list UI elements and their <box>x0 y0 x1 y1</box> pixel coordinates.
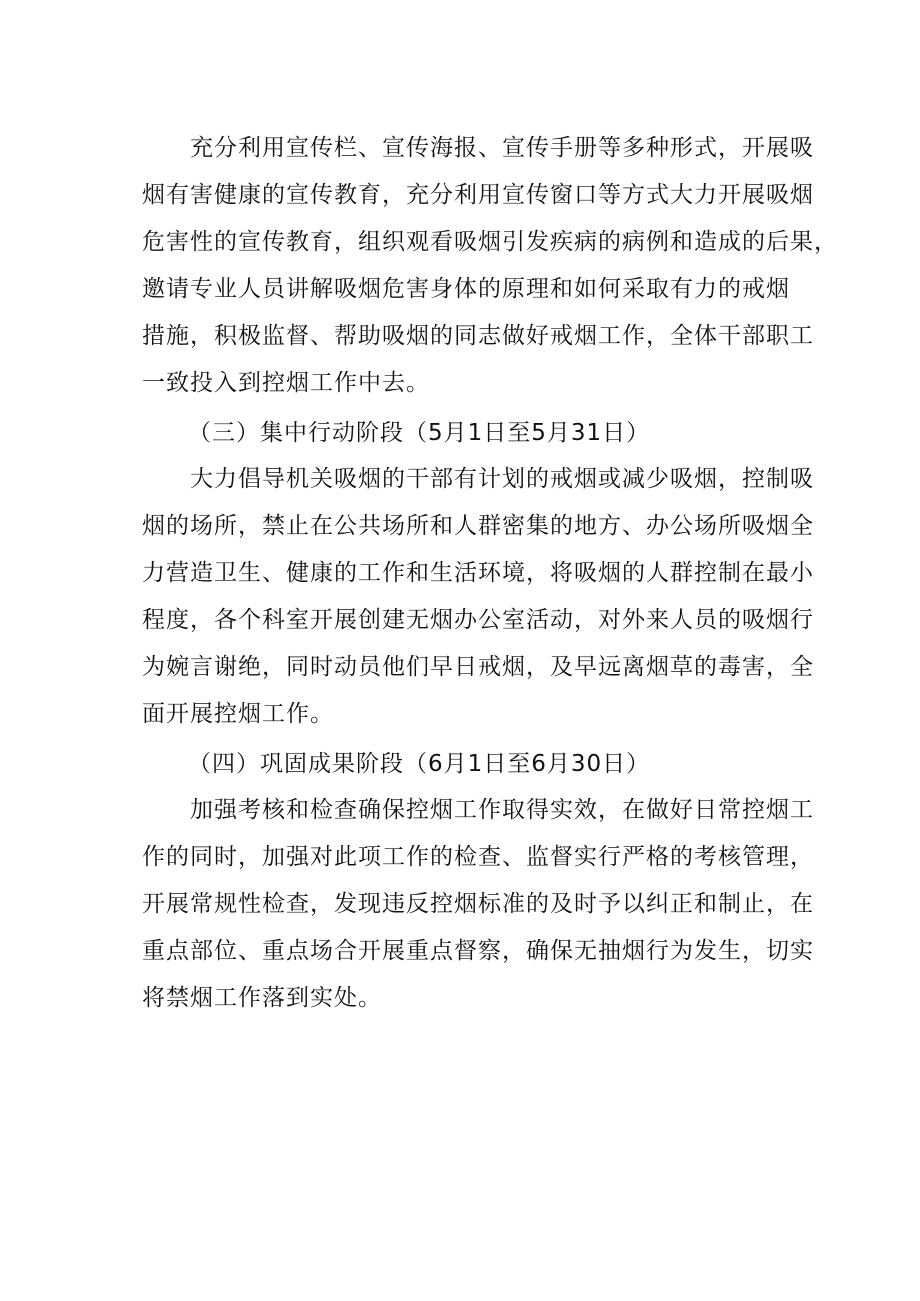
text-line: 为婉言谢绝，同时动员他们早日戒烟，及早远离烟草的毒害，全 <box>142 654 814 680</box>
text-line: 措施，积极监督、帮助吸烟的同志做好戒烟工作，全体干部职工 <box>142 323 814 349</box>
text-line: 作的同时，加强对此项工作的检查、监督实行严格的考核管理， <box>142 844 814 870</box>
section-heading-4: （四）巩固成果阶段（6月1日至6月30日） <box>188 751 651 777</box>
text-line: 烟有害健康的宣传教育，充分利用宣传窗口等方式大力开展吸烟 <box>142 182 814 208</box>
text-line: 大力倡导机关吸烟的干部有计划的戒烟或减少吸烟，控制吸 <box>190 466 814 492</box>
text-line: 重点部位、重点场合开展重点督察，确保无抽烟行为发生，切实 <box>142 938 814 964</box>
text-line: 将禁烟工作落到实处。 <box>142 985 382 1011</box>
text-line: 充分利用宣传栏、宣传海报、宣传手册等多种形式，开展吸 <box>190 135 814 161</box>
text-line: 程度，各个科室开展创建无烟办公室活动，对外来人员的吸烟行 <box>142 607 814 633</box>
text-line: 面开展控烟工作。 <box>142 701 334 727</box>
text-line: 开展常规性检查，发现违反控烟标准的及时予以纠正和制止，在 <box>142 891 814 917</box>
text-line: 危害性的宣传教育，组织观看吸烟引发疾病的病例和造成的后果， <box>142 229 838 255</box>
section-heading-3: （三）集中行动阶段（5月1日至5月31日） <box>188 420 651 446</box>
text-line: 一致投入到控烟工作中去。 <box>142 370 430 396</box>
text-line: 烟的场所，禁止在公共场所和人群密集的地方、办公场所吸烟全 <box>142 513 814 539</box>
text-line: 邀请专业人员讲解吸烟危害身体的原理和如何采取有力的戒烟 <box>142 276 790 302</box>
text-line: 加强考核和检查确保控烟工作取得实效，在做好日常控烟工 <box>190 797 814 823</box>
text-line: 力营造卫生、健康的工作和生活环境，将吸烟的人群控制在最小 <box>142 560 814 586</box>
